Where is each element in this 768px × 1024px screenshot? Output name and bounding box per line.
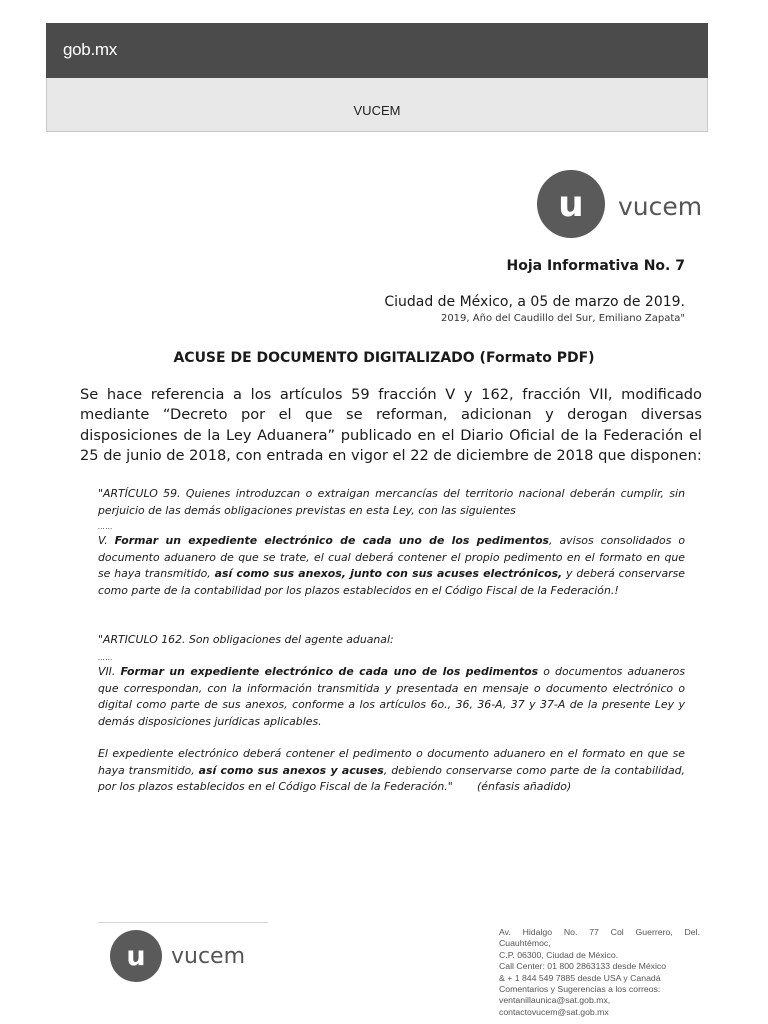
- fraction-v-middle: , avisos consolidados o documento aduanero de que se trate, el cual deberá contener el propio pedimento en el formato en que se haya transmitido,: [98, 534, 685, 581]
- vucem-logo-top: [537, 170, 702, 238]
- section-label: VUCEM: [353, 103, 401, 118]
- year-motto: 2019, Año del Caudillo del Sur, Emiliano Zapata": [440, 313, 685, 324]
- fraction-v-end: y deberá conservarse como parte de la contabilidad por los plazos establecidos en el Código Fiscal de la Federación.!: [98, 567, 685, 597]
- gob-mx-logo[interactable]: gob.mx: [63, 40, 117, 59]
- email-contacto[interactable]: contactovucem@sat.gob.mx: [499, 1006, 609, 1017]
- ellipsis-dots-2: ……: [98, 654, 113, 662]
- vucem-logo-word: vucem: [171, 943, 246, 969]
- email-ventanilla[interactable]: ventanillaunica@sat.gob.mx,: [499, 995, 611, 1006]
- hoja-informativa-number: Hoja Informativa No. 7: [506, 258, 685, 274]
- address-line-2: Cuauhtémoc,: [499, 938, 551, 949]
- ellipsis-dots: ……: [98, 523, 113, 531]
- section-bar: [46, 78, 708, 132]
- fraction-v-paragraph: [98, 533, 685, 599]
- fraction-vii-prefix: VII.: [98, 665, 116, 678]
- vucem-logo-bottom: [110, 930, 245, 982]
- expediente-paragraph: [98, 746, 685, 796]
- fraction-v-prefix: V.: [98, 534, 108, 547]
- fraction-vii-end: o documentos aduaneros que correspondan, con la información transmitida y presentada en mensaje o documento electrónico o digital como parte de sus anexos, conforme a los artículos 6o., 36, 36-A, 37 y 37-A de la presente Ley y demás disposiciones jurídicas aplicables.: [98, 665, 686, 728]
- intro-paragraph: Se hace referencia a los artículos 59 fracción V y 162, fracción VII, modificado mediante “Decreto por el que se reforman, adicionan y derogan diversas disposiciones de la Ley Aduanera” publicado en el Diario Oficial de la Federación el 25 de junio de 2018, con entrada en vigor el 22 de diciembre de 2018 que disponen:: [80, 386, 702, 464]
- comments-label: Comentarios y Sugerencias a los correos:: [499, 984, 661, 995]
- vucem-logo-word: vucem: [618, 191, 703, 221]
- expediente-end: , debiendo conservarse como parte de la contabilidad, por los plazos establecidos en el Código Fiscal de la Federación.": [98, 763, 685, 794]
- document-title: ACUSE DE DOCUMENTO DIGITALIZADO (Formato PDF): [173, 350, 595, 366]
- vucem-logo-icon: u: [110, 930, 162, 982]
- article-59-text: "ARTÍCULO 59. Quienes introduzcan o extraigan mercancías del territorio nacional deberán cumplir, sin perjuicio de las demás obligaciones previstas en esta Ley, con las siguientes: [98, 487, 685, 517]
- footer-address: [499, 927, 700, 1018]
- address-line-3: C.P. 06300, Ciudad de México.: [499, 949, 619, 960]
- fraction-v-bold-2: así como sus anexos, junto con sus acuses electrónicos,: [214, 567, 563, 581]
- fraction-vii-bold: Formar un expediente electrónico de cada uno de los pedimentos: [120, 665, 539, 678]
- expediente-start: El expediente electrónico deberá contener el pedimento o documento aduanero en el formato en que se haya transmitido,: [98, 747, 685, 777]
- expediente-bold: así como sus anexos y acuses: [198, 763, 384, 777]
- footer-divider: [98, 922, 268, 923]
- fraction-vii-paragraph: [98, 664, 685, 730]
- call-center: Call Center: 01 800 2863133 desde México: [499, 961, 667, 972]
- article-59-intro: [98, 486, 685, 519]
- gob-header-bar: [46, 23, 708, 78]
- enfasis-note: (énfasis añadido): [477, 780, 572, 794]
- article-162-intro: "ARTICULO 162. Son obligaciones del agente aduanal:: [98, 633, 394, 646]
- vucem-logo-icon: u: [537, 170, 605, 238]
- fraction-v-bold-1: Formar un expediente electrónico de cada uno de los pedimentos: [114, 534, 550, 547]
- address-line-1: Av. Hidalgo No. 77 Col Guerrero, Del.: [499, 927, 700, 937]
- city-date: Ciudad de México, a 05 de marzo de 2019.: [384, 294, 685, 310]
- usa-phone: & + 1 844 549 7885 desde USA y Canadá: [499, 972, 661, 983]
